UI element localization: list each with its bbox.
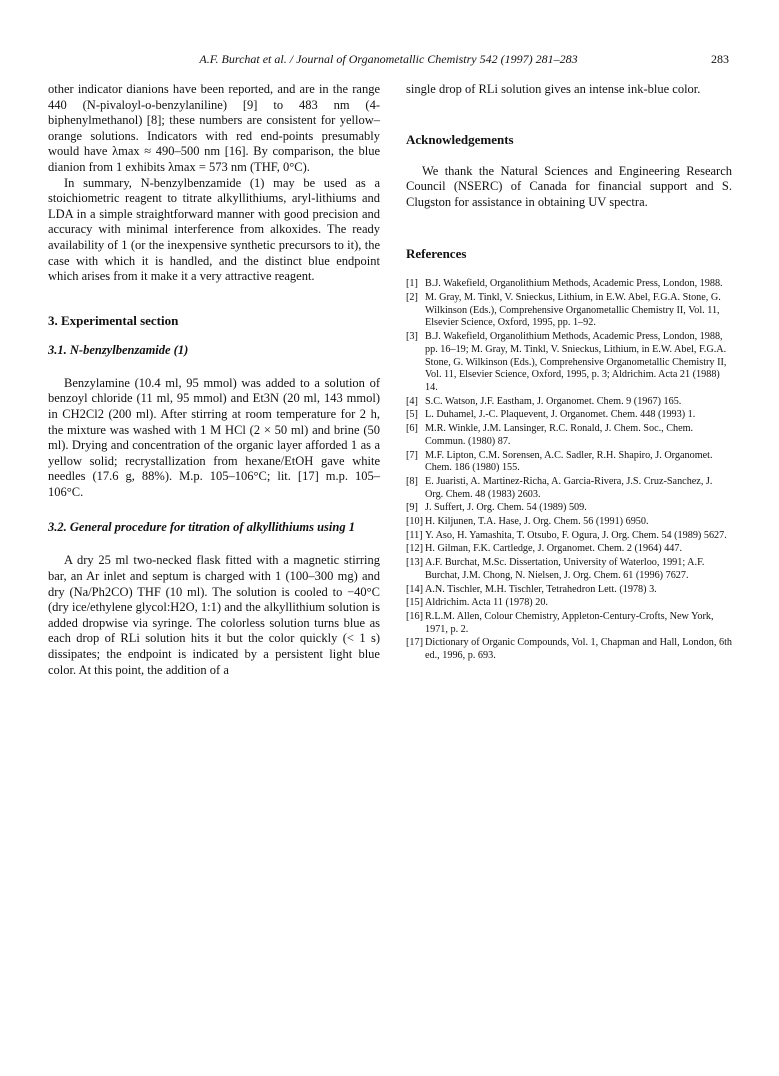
- references-heading: References: [406, 246, 467, 262]
- reference-item: [406, 476, 732, 501]
- reference-number: [11]: [406, 529, 423, 541]
- reference-number: [5]: [406, 409, 418, 421]
- reference-item: [406, 530, 732, 543]
- reference-number: [7]: [406, 449, 418, 461]
- acknowledgements-text: We thank the Natural Sciences and Engineering Research Council (NSERC) of Canada for financial support and S. Clugston for assistance in obtaining UV spectra.: [406, 163, 732, 209]
- reference-item: [406, 331, 732, 395]
- reference-text: H. Kiljunen, T.A. Hase, J. Org. Chem. 56 (1991) 6950.: [425, 516, 649, 528]
- left-column: [48, 82, 380, 678]
- reference-text: R.L.M. Allen, Colour Chemistry, Appleton-Century-Crofts, New York, 1971, p. 2.: [425, 610, 714, 635]
- reference-text: M.R. Winkle, J.M. Lansinger, R.C. Ronald, J. Chem. Soc., Chem. Commun. (1980) 87.: [425, 423, 694, 447]
- page-number: 283: [711, 52, 729, 66]
- reference-number: [6]: [406, 423, 418, 435]
- acknowledgements-heading: Acknowledgements: [406, 131, 514, 147]
- reference-text: H. Gilman, F.K. Cartledge, J. Organomet. Chem. 2 (1964) 447.: [425, 543, 683, 555]
- reference-item: [406, 502, 732, 515]
- reference-number: [15]: [406, 597, 423, 609]
- reference-list: [406, 278, 732, 662]
- paragraph-summary: In summary, N-benzylbenzamide (1) may be used as a stoichiometric reagent to titrate alkyllithiums, aryl-lithiums and LDA in a simple straightforward manner with good precision and accuracy with minimal interference from alkoxides. The ready availability of 1 (or the inexpensive synthetic precursors to it), the case with which it is handled, and the distinct blue endpoint which arises from it make it a very attractive reagent.: [48, 175, 380, 284]
- reference-text: B.J. Wakefield, Organolithium Methods, Academic Press, London, 1988.: [425, 278, 723, 290]
- running-head: A.F. Burchat et al. / Journal of Organometallic Chemistry 542 (1997) 281–283: [199, 52, 578, 66]
- reference-number: [16]: [406, 610, 423, 622]
- reference-text: M.F. Lipton, C.M. Sorensen, A.C. Sadler, R.H. Shapiro, J. Organomet. Chem. 186 (1980) 155.: [425, 449, 713, 474]
- reference-text: Aldrichim. Acta 11 (1978) 20.: [425, 597, 548, 609]
- subsection-heading-n-benzylbenzamide: 3.1. N-benzylbenzamide (1): [48, 342, 189, 357]
- reference-text: A.N. Tischler, M.H. Tischler, Tetrahedron Lett. (1978) 3.: [425, 583, 657, 595]
- reference-item: [406, 557, 732, 582]
- reference-number: [17]: [406, 637, 423, 649]
- paragraph-synthesis: Benzylamine (10.4 ml, 95 mmol) was added to a solution of benzoyl chloride (11 ml, 95 mmol) and Et3N (20 ml, 143 mmol) in CH2Cl2 (200 ml). After stirring at room temperature for 2 h, the mixture was washed with 1 M HCl (2 × 50 ml) and brine (50 ml). Drying and concentration of the organic layer afforded 1 as a yellow solid; recrystallization from hexane/EtOH gave white needles (17.6 g, 88%). M.p. 105–106°C; lit. [17] m.p. 105–106°C.: [48, 375, 380, 499]
- reference-number: [8]: [406, 475, 418, 487]
- reference-item: [406, 423, 732, 448]
- reference-item: [406, 597, 732, 610]
- reference-item: [406, 292, 732, 330]
- right-column: [406, 82, 732, 664]
- paragraph-continuation: single drop of RLi solution gives an intense ink-blue color.: [406, 82, 701, 96]
- section-heading-experimental: 3. Experimental section: [48, 312, 179, 328]
- reference-number: [10]: [406, 516, 423, 528]
- reference-item: [406, 516, 732, 529]
- reference-item: [406, 637, 732, 662]
- reference-text: M. Gray, M. Tinkl, V. Snieckus, Lithium, in E.W. Abel, F.G.A. Stone, G. Wilkinson (Eds.), Comprehensive Organometallic Chemistry II, Vol. 11, Elsevier Science, Oxford, 1995, pp. 1–92.: [425, 292, 721, 329]
- paragraph-indicator-dianions: other indicator dianions have been reported, and are in the range 440 (N-pivaloyl-o-benzylaniline) [9] to 483 nm (4-biphenylmethanol) [8]; these numbers are consistent for yellow–orange solutions. Indicators with red end-points presumably would have λmax ≈ 490–500 nm [16]. By comparison, the blue dianion from 1 exhibits λmax = 573 nm (THF, 0°C).: [48, 82, 380, 174]
- reference-item: [406, 543, 732, 556]
- reference-text: Y. Aso, H. Yamashita, T. Otsubo, F. Ogura, J. Org. Chem. 54 (1989) 5627.: [425, 529, 727, 541]
- reference-item: [406, 396, 732, 409]
- reference-number: [13]: [406, 557, 423, 569]
- reference-item: [406, 278, 732, 291]
- reference-number: [2]: [406, 292, 418, 304]
- paragraph-titration-procedure: A dry 25 ml two-necked flask fitted with a magnetic stirring bar, an Ar inlet and septum is charged with 1 (100–300 mg) and dry (Na/Ph2CO) THF (10 ml). The solution is cooled to −40°C (dry ice/ethylene glycol:H2O, 1:1) and the alkyllithium solution is added dropwise via syringe. The colorless solution turns blue as each drop of RLi solution hits it but the color quickly (< 1 s) dissipates; the endpoint is indicated by a persistent light blue color. At this point, the addition of a: [48, 553, 380, 677]
- reference-item: [406, 584, 732, 597]
- reference-text: S.C. Watson, J.F. Eastham, J. Organomet. Chem. 9 (1967) 165.: [425, 395, 682, 407]
- reference-number: [14]: [406, 583, 423, 595]
- reference-text: J. Suffert, J. Org. Chem. 54 (1989) 509.: [425, 502, 587, 514]
- reference-number: [12]: [406, 543, 423, 555]
- reference-text: Dictionary of Organic Compounds, Vol. 1, Chapman and Hall, London, 6th ed., 1996, p. 693.: [425, 637, 733, 662]
- reference-number: [9]: [406, 502, 418, 514]
- reference-text: B.J. Wakefield, Organolithium Methods, Academic Press, London, 1988, pp. 16–19; M. Gray, M. Tinkl, V. Snieckus, Lithium, in E.W. Abel, F.G.A. Stone, G. Wilkinson (Eds.), Comprehensive Organometallic Chemistry II, Vol. 11, Elsevier Science, Oxford, 1995, p. 3; Aldrichim. Acta 21 (1988) 14.: [425, 331, 727, 393]
- reference-text: A.F. Burchat, M.Sc. Dissertation, University of Waterloo, 1991; A.F. Burchat, J.M. Chong, N. Nielsen, J. Org. Chem. 61 (1996) 7627.: [425, 557, 705, 581]
- reference-item: [406, 450, 732, 475]
- reference-text: E. Juaristi, A. Martinez-Richa, A. Garcia-Rivera, J.S. Cruz-Sanchez, J. Org. Chem. 48 (1983) 2603.: [425, 475, 713, 500]
- reference-text: L. Duhamel, J.-C. Plaquevent, J. Organomet. Chem. 448 (1993) 1.: [425, 409, 696, 421]
- subsection-heading-titration-procedure: 3.2. General procedure for titration of alkyllithiums using 1: [48, 520, 355, 535]
- reference-item: [406, 409, 732, 422]
- reference-number: [4]: [406, 395, 418, 407]
- reference-number: [1]: [406, 278, 418, 290]
- reference-item: [406, 611, 732, 636]
- reference-number: [3]: [406, 331, 418, 343]
